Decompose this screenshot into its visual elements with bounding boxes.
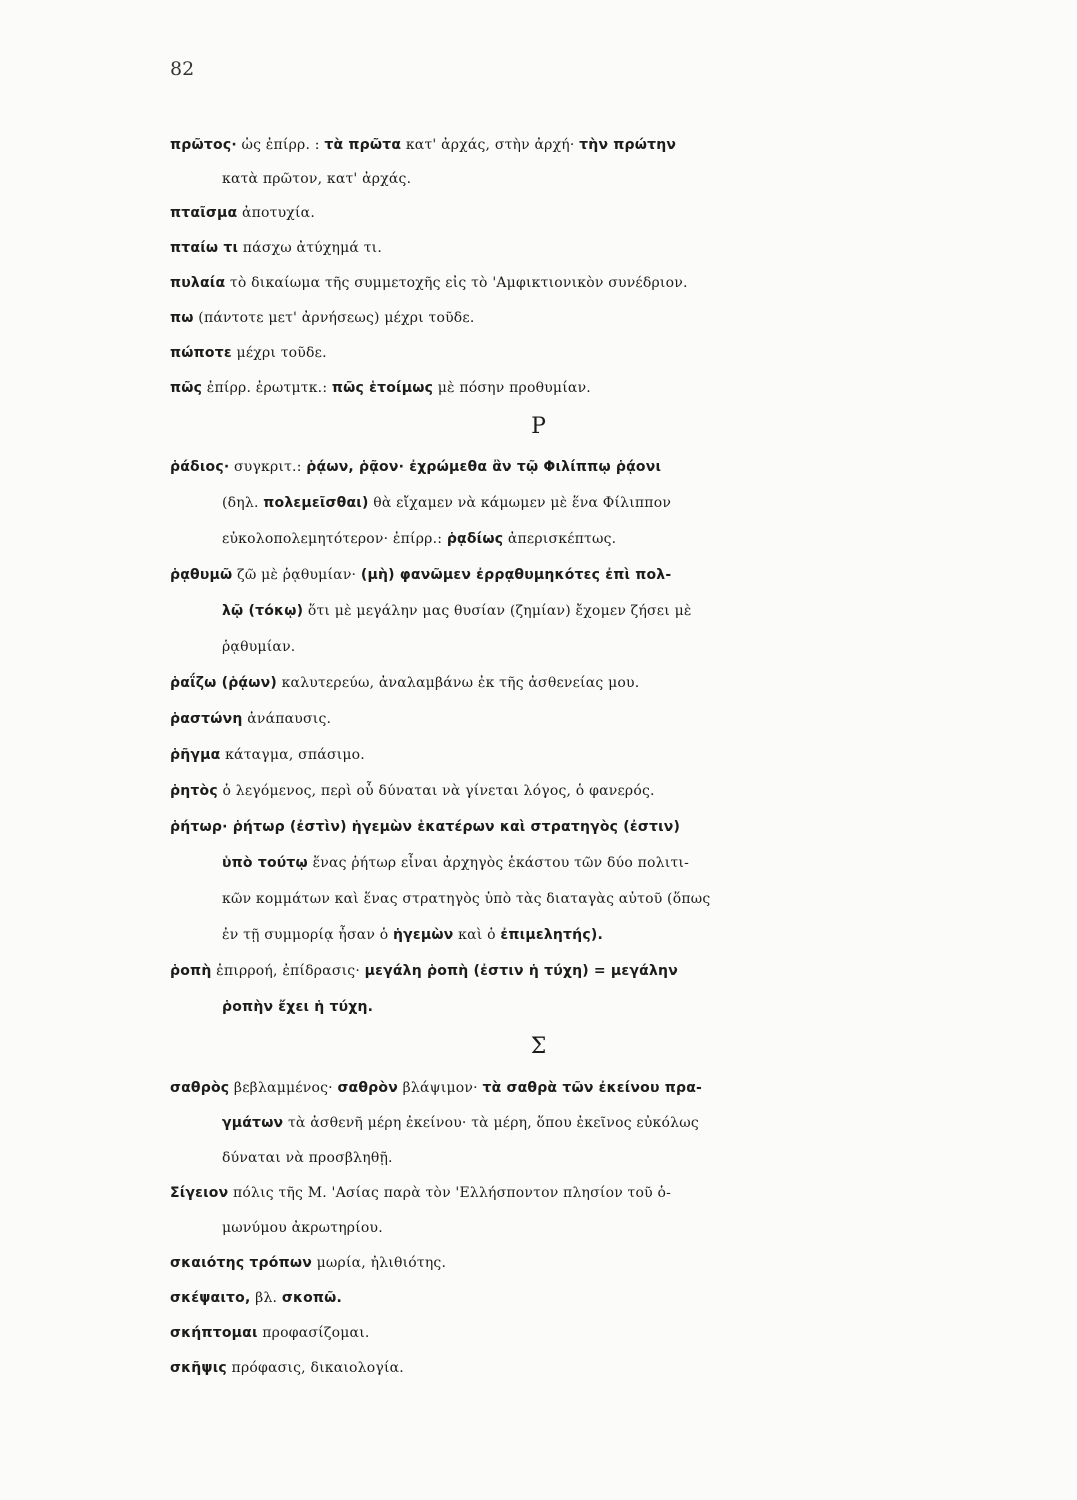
text-line	[0, 632, 1077, 662]
headword-text: λῷ (τόκῳ)	[222, 603, 304, 619]
headword-text: ῥᾳδίως	[446, 531, 504, 547]
text-line	[0, 1178, 1077, 1208]
text-line	[0, 776, 1077, 806]
definition-text: (πάντοτε μετ' ἀρνήσεως) μέχρι τοῦδε.	[193, 310, 475, 326]
text-line	[0, 1248, 1077, 1278]
definition-text: πάσχω ἀτύχημά τι.	[238, 240, 383, 256]
definition-text: εὐκολοπολεμητότερον· ἐπίρρ.:	[222, 531, 447, 547]
text-line	[0, 884, 1077, 914]
text-line	[0, 164, 1077, 194]
text-line	[0, 956, 1077, 986]
headword-text: ῥαΐζω (ῥᾴων)	[170, 675, 277, 691]
headword-text: σκοπῶ.	[281, 1290, 343, 1306]
definition-text: κάταγμα, σπάσιμο.	[220, 747, 365, 763]
definition-text: δύναται νὰ προσβληθῇ.	[222, 1150, 393, 1166]
headword-text: ῥῆγμα	[170, 747, 221, 763]
definition-text: μέχρι τοῦδε.	[231, 345, 327, 361]
headword-text: ὑπὸ τούτῳ	[222, 855, 308, 871]
headword-text: Σίγειον	[170, 1185, 229, 1201]
text-line	[0, 233, 1077, 263]
text-line	[0, 452, 1077, 482]
definition-text: τὰ ἀσθενῆ μέρη ἐκείνου· τὰ μέρη, ὅπου ἐκεῖνος εὐκόλως	[283, 1115, 699, 1131]
text-line	[0, 524, 1077, 554]
text-line	[0, 373, 1077, 403]
headword-text: (μὴ) φανῶμεν ἐρρᾳθυμηκότες ἐπὶ πολ-	[360, 567, 672, 583]
definition-text: ῥᾳθυμίαν.	[222, 639, 296, 655]
text-line	[0, 303, 1077, 333]
definition-text: καλυτερεύω, ἀναλαμβάνω ἐκ τῆς ἀσθενείας μου.	[276, 675, 640, 691]
text-line	[0, 704, 1077, 734]
definition-text: ὡς ἐπίρρ. :	[236, 137, 325, 153]
definition-text: συγκριτ.:	[229, 459, 307, 475]
headword-text: ῥοπὴν ἔχει ἡ τύχη.	[222, 999, 374, 1015]
headword-text: ῥήτωρ· ῥήτωρ (ἐστὶν) ἡγεμὼν ἑκατέρων καὶ στρατηγὸς (ἐστιν)	[170, 819, 681, 835]
headword-text: πω	[170, 310, 194, 326]
headword-text: ῥάδιος·	[170, 459, 230, 475]
page-number: 82	[170, 58, 195, 80]
definition-text: ἐπιρροή, ἐπίδρασις·	[211, 963, 365, 979]
headword-text: τὰ σαθρὰ τῶν ἐκείνου πρα-	[482, 1080, 703, 1096]
text-line	[0, 1108, 1077, 1138]
text-line	[0, 668, 1077, 698]
definition-text: ζῶ μὲ ῥᾳθυμίαν·	[232, 567, 361, 583]
definition-text: τὸ δικαίωμα τῆς συμμετοχῆς εἰς τὸ 'Αμφικτιονικὸν συνέδριον.	[225, 275, 688, 291]
text-line	[0, 1353, 1077, 1383]
headword-text: ῥοπὴ	[170, 963, 212, 979]
definition-text: βλάψιμον·	[397, 1080, 483, 1096]
definition-text: πρόφασις, δικαιολογία.	[226, 1360, 404, 1376]
section-letter-sigma: Σ	[530, 1034, 547, 1059]
text-line	[0, 920, 1077, 950]
definition-text: μωνύμου ἀκρωτηρίου.	[222, 1220, 383, 1236]
headword-text: πρῶτος·	[170, 137, 237, 153]
headword-text: γμάτων	[222, 1115, 284, 1131]
definition-text: θὰ εἴχαμεν νὰ κάμωμεν μὲ ἕνα Φίλιππον	[368, 495, 672, 511]
headword-text: μεγάλη ῥοπὴ (ἐστιν ἡ τύχη) = μεγάλην	[364, 963, 678, 979]
definition-text: ἀποτυχία.	[237, 205, 315, 221]
definition-text: (δηλ.	[222, 495, 264, 511]
text-line	[0, 130, 1077, 160]
text-line	[0, 268, 1077, 298]
definition-text: ὅτι μὲ μεγάλην μας θυσίαν (ζημίαν) ἔχομεν ζήσει μὲ	[303, 603, 692, 619]
text-line	[0, 596, 1077, 626]
text-line	[0, 1318, 1077, 1348]
definition-text: ἀνάπαυσις.	[242, 711, 332, 727]
headword-text: σαθρὸν	[337, 1080, 398, 1096]
headword-text: ῥαστώνη	[170, 711, 243, 727]
definition-text: ἀπερισκέπτως.	[503, 531, 617, 547]
text-line	[0, 812, 1077, 842]
headword-text: ἡγεμὼν	[393, 927, 454, 943]
text-line	[0, 560, 1077, 590]
definition-text: βλ.	[250, 1290, 282, 1306]
headword-text: πώποτε	[170, 345, 232, 361]
definition-text: κατ' ἀρχάς, στὴν ἀρχή·	[401, 137, 580, 153]
definition-text: καὶ ὁ	[453, 927, 501, 943]
definition-text: ἐν τῇ συμμορίᾳ ἦσαν ὁ	[222, 927, 394, 943]
definition-text: βεβλαμμένος·	[229, 1080, 338, 1096]
definition-text: ἕνας ῥήτωρ εἶναι ἀρχηγὸς ἑκάστου τῶν δύο πολιτι-	[307, 855, 690, 871]
definition-text: προφασίζομαι.	[257, 1325, 370, 1341]
text-line	[0, 992, 1077, 1022]
headword-text: ῥᾴων, ῥᾷον· ἐχρώμεθα ἂν τῷ Φιλίππῳ ῥᾴονι	[306, 459, 662, 475]
text-line	[0, 1213, 1077, 1243]
headword-text: ῥᾳθυμῶ	[170, 567, 233, 583]
text-line	[0, 488, 1077, 518]
text-line	[0, 1143, 1077, 1173]
headword-text: πῶς	[170, 380, 203, 396]
text-line	[0, 848, 1077, 878]
definition-text: πόλις τῆς Μ. 'Ασίας παρὰ τὸν 'Ελλήσποντον πλησίον τοῦ ὁ-	[228, 1185, 672, 1201]
section-letter-rho: Ρ	[531, 414, 546, 439]
headword-text: πυλαία	[170, 275, 226, 291]
headword-text: πολεμεῖσθαι)	[263, 495, 369, 511]
headword-text: σκέψαιτο,	[170, 1290, 251, 1306]
headword-text: πταίω τι	[170, 240, 239, 256]
definition-text: μὲ πόσην προθυμίαν.	[433, 380, 591, 396]
definition-text: κατὰ πρῶτον, κατ' ἀρχάς.	[222, 171, 412, 187]
definition-text: μωρία, ἠλιθιότης.	[311, 1255, 447, 1271]
text-line	[0, 338, 1077, 368]
text-line	[0, 198, 1077, 228]
headword-text: σκαιότης τρόπων	[170, 1255, 312, 1271]
headword-text: τὰ πρῶτα	[324, 137, 402, 153]
text-line	[0, 740, 1077, 770]
headword-text: ἐπιμελητής).	[500, 927, 603, 943]
definition-text: κῶν κομμάτων καὶ ἕνας στρατηγὸς ὑπὸ τὰς διαταγὰς αὐτοῦ (ὅπως	[222, 891, 711, 907]
text-line	[0, 1073, 1077, 1103]
headword-text: σαθρὸς	[170, 1080, 230, 1096]
headword-text: τὴν πρώτην	[579, 137, 677, 153]
definition-text: ὁ λεγόμενος, περὶ οὗ δύναται νὰ γίνεται λόγος, ὁ φανερός.	[217, 783, 655, 799]
headword-text: ῥητὸς	[170, 783, 218, 799]
text-line	[0, 1283, 1077, 1313]
headword-text: σκῆψις	[170, 1360, 227, 1376]
headword-text: σκήπτομαι	[170, 1325, 258, 1341]
definition-text: ἐπίρρ. ἐρωτμτκ.:	[202, 380, 332, 396]
headword-text: πταῖσμα	[170, 205, 238, 221]
headword-text: πῶς ἑτοίμως	[331, 380, 434, 396]
